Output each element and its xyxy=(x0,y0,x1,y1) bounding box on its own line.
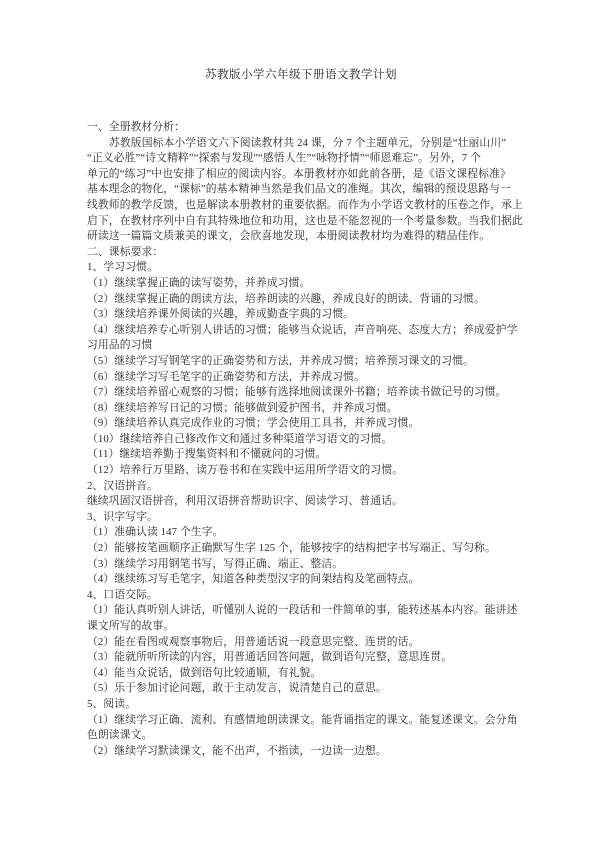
text-line: （8）继续培养写日记的习惯；能够做到爱护图书，并养成习惯。 xyxy=(87,401,398,414)
text-line: 习用品的习惯 xyxy=(87,339,153,352)
text-line: 单元的“练习”中也安排了相应的阅读内容。本册教材亦如此前各册，是《语文课程标准》 xyxy=(87,167,511,180)
text-line: 色朗读课文。 xyxy=(87,729,153,742)
text-line: 3、识字写字。 xyxy=(87,510,158,523)
text-line: （2）能够按笔画顺序正确默写生字 125 个，能够按字的结构把字书写端正、写匀称。 xyxy=(87,542,496,555)
text-line: （5）乐于参加讨论问题，敢于主动发言，说清楚自己的意思。 xyxy=(87,682,387,695)
text-line: （2）继续掌握正确的朗读方法，培养朗读的兴趣，养成良好的朗读、背诵的习惯。 xyxy=(87,292,485,305)
text-line: （3）继续培养课外阅读的兴趣，养成勤查字典的习惯。 xyxy=(87,308,355,321)
text-line: 一、全册教材分析： xyxy=(87,121,186,133)
text-line: 基本理念的物化，“课标”的基本精神当然是我们品文的准绳。其次，编辑的预设思路与一 xyxy=(87,183,511,196)
text-line: （3）继续学习用钢笔书写，写得正确、端正、整洁。 xyxy=(87,557,344,570)
text-line: 线教师的教学反馈，也是解读本册教材的重要依据。而作为小学语文教材的压卷之作，承上 xyxy=(87,198,523,211)
text-line: “正义必胜”“诗文精粹”“探索与发现”“感悟人生”“咏物抒情”“师恩难忘”。另外，7 个 xyxy=(87,152,481,165)
text-line: （2）继续学习默读课文，能不出声，不指读，一边读一边想。 xyxy=(87,744,387,757)
text-line: （2）能在看图或观察事物后，用普通话说一段意思完整、连贯的话。 xyxy=(87,635,420,648)
text-line: （4）继续培养专心听别人讲话的习惯；能够当众说话，声音响亮、态度大方；养成爱护学 xyxy=(87,323,518,336)
text-line: 2、汉语拼音。 xyxy=(87,479,158,492)
text-line: （3）能就所听所读的内容，用普通话回答问题，做到语句完整，意思连贯。 xyxy=(87,651,453,664)
text-line: 二、课标要求： xyxy=(87,245,164,258)
text-line: 继续巩固汉语拼音，利用汉语拼音帮助识字、阅读学习、普通话。 xyxy=(87,495,404,508)
text-line: 1、学习习惯。 xyxy=(87,261,158,274)
text-line: （12）培养行万里路、读万卷书和在实践中运用所学语文的习惯。 xyxy=(87,464,404,477)
text-line: （10）继续培养自己修改作文和通过多种渠道学习语文的习惯。 xyxy=(87,432,393,445)
text-line: （4）能当众说话，做到语句比较通顺，有礼貌。 xyxy=(87,666,322,679)
text-line: 苏教版国标本小学语文六下阅读教材共 24 课，分 7 个主题单元，分别是“壮丽山川” xyxy=(109,136,507,149)
text-line: （1）能认真听别人讲话，听懂别人说的一段话和一件简单的事，能转述基本内容。能讲述 xyxy=(87,604,518,617)
text-line: 5、阅读。 xyxy=(87,697,137,710)
text-line: （9）继续培养认真完成作业的习惯；学会使用工具书，并养成习惯。 xyxy=(87,417,420,430)
document-body xyxy=(87,120,523,759)
document-title: 苏教版小学六年级下册语文教学计划 xyxy=(205,69,397,81)
text-line: 研读这一篇篇文质兼美的课文，会欣喜地发现，本册阅读教材均为难得的精品佳作。 xyxy=(87,230,491,243)
text-line: （7）继续培养留心观察的习惯；能够有选择地阅读课外书籍；培养读书做记号的习惯。 xyxy=(87,386,507,399)
text-line: （1）继续学习正确、流利、有感情地朗读课文。能背诵指定的课文。能复述课文。会分角 xyxy=(87,713,518,726)
text-line: （4）继续练习写毛笔字，知道各种类型汉字的间架结构及笔画特点。 xyxy=(87,573,420,586)
text-line: 启下，在教材序列中自有其特殊地位和功用，这也是不能忽视的一个考量参数。当我们据此 xyxy=(87,214,523,227)
text-line: （1）继续掌握正确的读写姿势，并养成习惯。 xyxy=(87,276,311,289)
text-line: 4、口语交际。 xyxy=(87,588,158,601)
text-line: （1）准确认读 147 个生字。 xyxy=(87,526,224,539)
text-line: （6）继续学习写毛笔字的正确姿势和方法，并养成习惯。 xyxy=(87,370,365,383)
text-line: （5）继续学习写钢笔字的正确姿势和方法，并养成习惯；培养预习课文的习惯。 xyxy=(87,354,474,367)
text-line: （11）继续培养勤于搜集资料和不懂就问的习惯。 xyxy=(87,448,327,461)
text-line: 课文所写的故事。 xyxy=(87,620,175,632)
